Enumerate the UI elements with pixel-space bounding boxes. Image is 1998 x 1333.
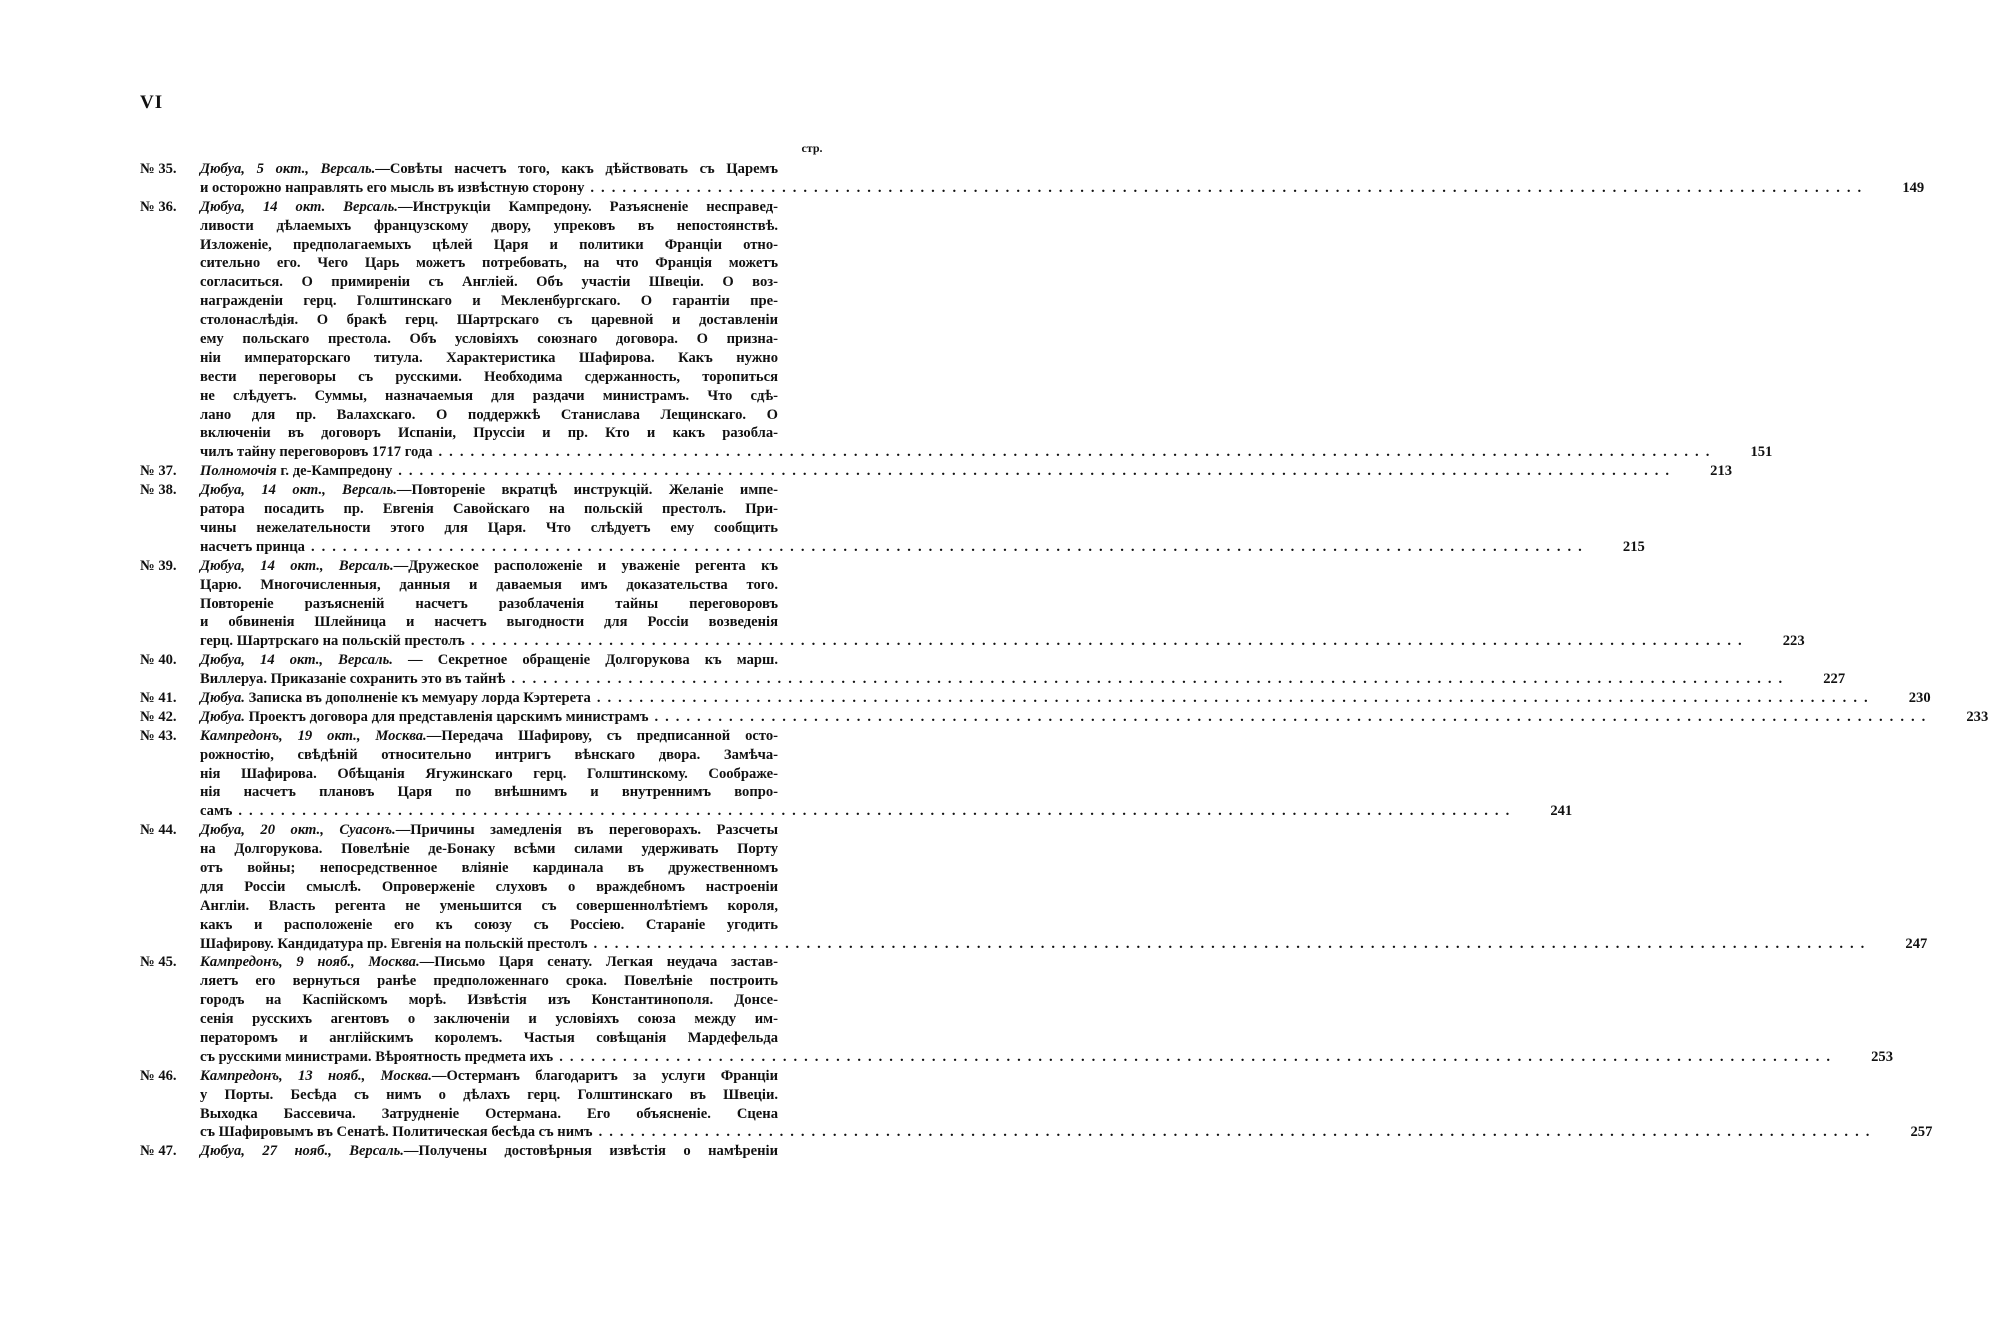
entry-text: —Совѣты насчетъ того, какъ дѣйствовать съ Царемъ [375,161,779,177]
entry-line [200,916,1937,935]
entry-text: нія Шафирова. Обѣщанія Ягужинскаго герц. Голштинскому. Соображе- [200,765,778,782]
entry-text: Изложеніе, предполагаемыхъ цѣлей Царя и политики Франціи отно- [200,236,778,253]
entry-line [200,424,1782,443]
entry-line [200,462,1742,481]
entry-text: съ Шафировымъ въ Сенатѣ. Политическая бесѣда съ нимъ [200,1124,593,1141]
entry-heading: Кампредонъ, 9 нояб., Москва. [200,954,420,971]
entry-text: вести переговоры съ русскими. Необходима сдержанность, торопиться [200,368,778,385]
entry-number: № 42. [140,708,177,725]
dot-leader: ........................................................................................................................ [470,633,1749,650]
dot-leader: ........................................................................................................................ [438,444,1717,461]
entry-text: Англіи. Власть регента не уменьшится съ совершеннолѣтіемъ короля, [200,897,778,914]
entry-line [200,613,1815,632]
entry-line [200,273,1782,292]
entry-page-number: 253 [1871,1048,1894,1065]
entry-text: Проектъ договора для представленія царскимъ министрамъ [244,708,649,725]
entry-heading: Дюбуа. [200,689,245,706]
entry-text: награжденіи герц. Голштинскаго и Мекленбургскаго. О гарантіи пре- [200,293,778,310]
entry-text: согласиться. О примиреніи съ Англіей. Объ участіи Швеціи. О воз- [200,274,778,291]
entry-page-number: 213 [1710,463,1733,480]
entry-line [200,935,1937,954]
entry-page-number: 215 [1622,538,1645,555]
entry-text: Выходка Бассевича. Затрудненіе Остермана. Его объясненіе. Сцена [200,1105,778,1122]
entry-line [200,330,1782,349]
entry-text: на Долгорукова. Повелѣніе де-Бонаку всѣми силами удерживать Порту [200,841,778,858]
entry-text: отъ войны; непосредственное вліяніе кардинала въ дружественномъ [200,860,778,876]
entry-line [200,236,1782,255]
entry-number: № 44. [140,822,177,839]
entry-number: № 38. [140,482,177,499]
entry-text: —Дружеское расположеніе и уваженіе регента къ [393,557,778,574]
entry-line [200,727,1582,746]
toc-entry [140,481,1645,557]
entry-body [200,160,1934,198]
entry-text: —Остерманъ благодаритъ за услуги Франціи [431,1067,778,1084]
entry-body [200,689,1941,708]
entry-line [200,292,1782,311]
entry-number: № 35. [140,161,177,177]
entry-body [200,1142,840,1161]
dot-leader: ........................................................................................................................ [654,708,1933,725]
entry-body [200,1067,1942,1143]
entry-heading: Дюбуа, 14 окт., Версаль. [200,482,397,499]
entry-text: —Получены достовѣрныя извѣстія о намѣреніи [403,1143,778,1160]
entry-body [200,651,1855,689]
entry-line [200,972,1903,991]
entry-text: г. де-Кампредону [276,463,393,480]
entry-page-number: 223 [1782,633,1805,650]
entry-text: —Повтореніе вкратцѣ инструкцій. Желаніе импе- [396,482,779,499]
entry-page-number: 149 [1902,179,1925,196]
entry-number: № 36. [140,198,177,215]
entry-line [200,217,1782,236]
entry-line [200,708,1998,727]
entry-page-number: 230 [1908,689,1931,706]
entry-line [200,311,1782,330]
entry-page-number: 151 [1750,444,1773,461]
entry-heading: Дюбуа. [200,708,245,725]
entry-line [200,802,1582,821]
entry-line [200,481,1655,500]
entry-line [200,840,1937,859]
entry-number: № 39. [140,557,177,574]
entry-body [200,953,1903,1066]
entry-line [200,179,1934,198]
entry-number: № 40. [140,652,177,669]
entry-line [200,368,1782,387]
entry-text: чины нежелательности этого для Царя. Что слѣдуетъ ему сообщить [200,519,778,536]
entry-heading: Дюбуа, 14 окт., Версаль. [200,557,394,574]
entry-text: не слѣдуетъ. Суммы, назначаемыя для раздачи министрамъ. Что сдѣ- [200,387,778,404]
dot-leader: ........................................................................................................................ [590,179,1869,196]
entry-text: — Секретное обращеніе Долгорукова къ марш. [392,652,779,669]
entry-body [200,821,1937,953]
entry-line [200,557,1815,576]
entry-line [200,897,1937,916]
entry-line [200,1010,1903,1029]
entry-page-number: 241 [1550,803,1573,820]
entry-text: насчетъ принца [200,538,305,555]
dot-leader: ........................................................................................................................ [593,935,1872,952]
entry-text: ніи императорскаго титула. Характеристика Шафирова. Какъ нужно [200,349,778,366]
entry-page-number: 227 [1823,671,1846,688]
entry-heading: Дюбуа, 5 окт., Версаль. [200,161,376,177]
entry-text: ператоромъ и англійскимъ королемъ. Частыя совѣщанія Мардефельда [200,1030,778,1047]
entry-line [200,519,1655,538]
page-column-header: стр. [801,141,823,155]
dot-leader: ........................................................................................................................ [238,803,1517,820]
entry-line [200,878,1937,897]
toc-entry [140,1142,840,1161]
dot-leader: ........................................................................................................................ [596,689,1875,706]
entry-line [200,689,1941,708]
entry-text: —Причины замедленія въ переговорахъ. Разсчеты [395,822,778,839]
toc-entry [140,708,1989,727]
toc-entry [140,651,1846,689]
entry-line [200,670,1855,689]
entry-heading: Кампредонъ, 13 нояб., Москва. [200,1067,432,1084]
entry-text: Царю. Многочисленныя, данныя и даваемыя имъ доказательства того. [200,576,778,593]
entry-text: для Россіи смыслѣ. Опроверженіе слуховъ о враждебномъ настроеніи [200,878,778,895]
entry-text: сенія русскихъ агентовъ о заключеніи и условіяхъ союза между им- [200,1011,778,1028]
entry-line [200,198,1782,217]
entry-text: самъ [200,803,233,820]
entry-line [200,538,1655,557]
dot-leader: ........................................................................................................................ [598,1124,1877,1141]
entry-text: Виллеруа. Приказаніе сохранить это въ тайнѣ [200,671,506,688]
entry-heading: Дюбуа, 14 окт. Версаль. [200,198,398,215]
entry-line [200,595,1815,614]
entry-line [200,859,1937,878]
toc-entry [140,953,1894,1066]
entry-text: Шафирову. Кандидатура пр. Евгенія на польскій престолъ [200,935,588,952]
entry-body [200,462,1742,481]
entry-text: у Порты. Бесѣда съ нимъ о дѣлахъ герц. Голштинскаго въ Швеціи. [200,1086,778,1103]
entry-line [200,1123,1942,1142]
toc-entry [140,727,1573,821]
entry-line [200,349,1782,368]
entry-page-number: 233 [1966,708,1989,725]
entry-text: съ русскими министрами. Вѣроятность предмета ихъ [200,1048,554,1065]
entry-line [200,254,1782,273]
page-number: VI [140,92,164,113]
entry-body [200,708,1998,727]
entry-line [200,632,1815,651]
entry-text: ратора посадить пр. Евгенія Савойскаго на польскій престолъ. При- [200,501,778,518]
entry-line [200,500,1655,519]
toc-entry [140,1067,1933,1143]
entry-heading: Полномочія [200,463,277,480]
entry-line [200,387,1782,406]
entry-line [200,576,1815,595]
entry-text: ему польскаго престола. Объ условіяхъ союзнаго договора. О призна- [200,331,778,348]
dot-leader: ........................................................................................................................ [559,1048,1838,1065]
entry-number: № 46. [140,1067,177,1084]
entry-text: герц. Шартрскаго на польскій престолъ [200,633,465,650]
entry-text: рожностію, свѣдѣній относительно интригъ вѣнскаго двора. Замѣча- [200,746,778,763]
entry-number: № 45. [140,954,177,971]
entry-line [200,1067,1942,1086]
entry-line [200,651,1855,670]
entry-text: —Инструкціи Кампредону. Разъясненіе несправед- [397,198,778,215]
entry-line [200,160,1934,179]
entry-page-number: 247 [1905,935,1928,952]
entry-number: № 37. [140,463,177,480]
entry-line [200,783,1582,802]
entry-line [200,821,1937,840]
dot-leader: ........................................................................................................................ [310,538,1589,555]
entry-text: включеніи въ договоръ Испаніи, Пруссіи и пр. Кто и какъ разобла- [200,425,778,442]
entry-text: какъ и расположеніе его къ союзу съ Россіею. Стараніе угодить [200,916,778,933]
toc-entry [140,160,1925,198]
entry-text: городъ на Каспійскомъ морѣ. Извѣстія изъ Константинополя. Донсе- [200,992,778,1009]
dot-leader: ........................................................................................................................ [398,463,1677,480]
entry-body [200,198,1782,462]
entry-text: лано для пр. Валахскаго. О поддержкѣ Станислава Лещинскаго. О [200,406,778,423]
entry-line [200,1086,1942,1105]
entry-text: Записка въ дополненіе къ мемуару лорда Кэртерета [244,689,591,706]
entry-heading: Кампредонъ, 19 окт., Москва. [200,727,427,744]
entry-text: столонаслѣдія. О бракѣ герц. Шартрскаго съ царевной и доставленіи [200,312,778,329]
entry-heading: Дюбуа, 27 нояб., Версаль. [200,1143,404,1160]
dot-leader: ........................................................................................................................ [511,671,1790,688]
entry-line [200,746,1582,765]
entry-line [200,953,1903,972]
toc-entry [140,821,1928,953]
entry-text: —Письмо Царя сенату. Легкая неудача застав- [419,954,778,971]
entry-text: ливости дѣлаемыхъ французскому двору, упрековъ въ непостоянствѣ. [200,217,778,234]
toc-entry [140,198,1773,462]
entry-text: —Передача Шафирову, съ предписанной осто- [426,727,778,744]
entry-body [200,727,1582,821]
entry-heading: Дюбуа, 20 окт., Суасонъ. [200,822,396,839]
toc-entry [140,689,1931,708]
entry-line [200,1142,840,1161]
entry-number: № 41. [140,689,177,706]
toc-entry [140,462,1733,481]
entry-text: и обвиненія Шлейница и насчетъ выгодности для Россіи возведенія [200,614,778,631]
entry-body [200,481,1655,557]
entry-body [200,557,1815,651]
entry-text: ляетъ его вернуться ранѣе предположеннаго срока. Повелѣніе построить [200,973,778,990]
table-of-contents [140,160,1989,1161]
entry-line [200,1048,1903,1067]
entry-text: сительно его. Чего Царь можетъ потребовать, на что Франція можетъ [200,255,778,272]
entry-line [200,443,1782,462]
entry-number: № 47. [140,1143,177,1160]
entry-line [200,765,1582,784]
entry-text: нія насчетъ плановъ Царя по внѣшнимъ и внутреннимъ вопро- [200,784,778,801]
toc-entry [140,557,1805,651]
entry-line [200,1029,1903,1048]
entry-text: Повтореніе разъясненій насчетъ разоблаченія тайны переговоровъ [200,595,778,612]
entry-page-number: 257 [1910,1124,1933,1141]
entry-heading: Дюбуа, 14 окт., Версаль. [200,652,393,669]
entry-text: и осторожно направлять его мысль въ извѣстную сторону [200,179,585,196]
entry-number: № 43. [140,727,177,744]
entry-line [200,1105,1942,1124]
entry-line [200,991,1903,1010]
entry-line [200,406,1782,425]
entry-text: чилъ тайну переговоровъ 1717 года [200,444,433,461]
